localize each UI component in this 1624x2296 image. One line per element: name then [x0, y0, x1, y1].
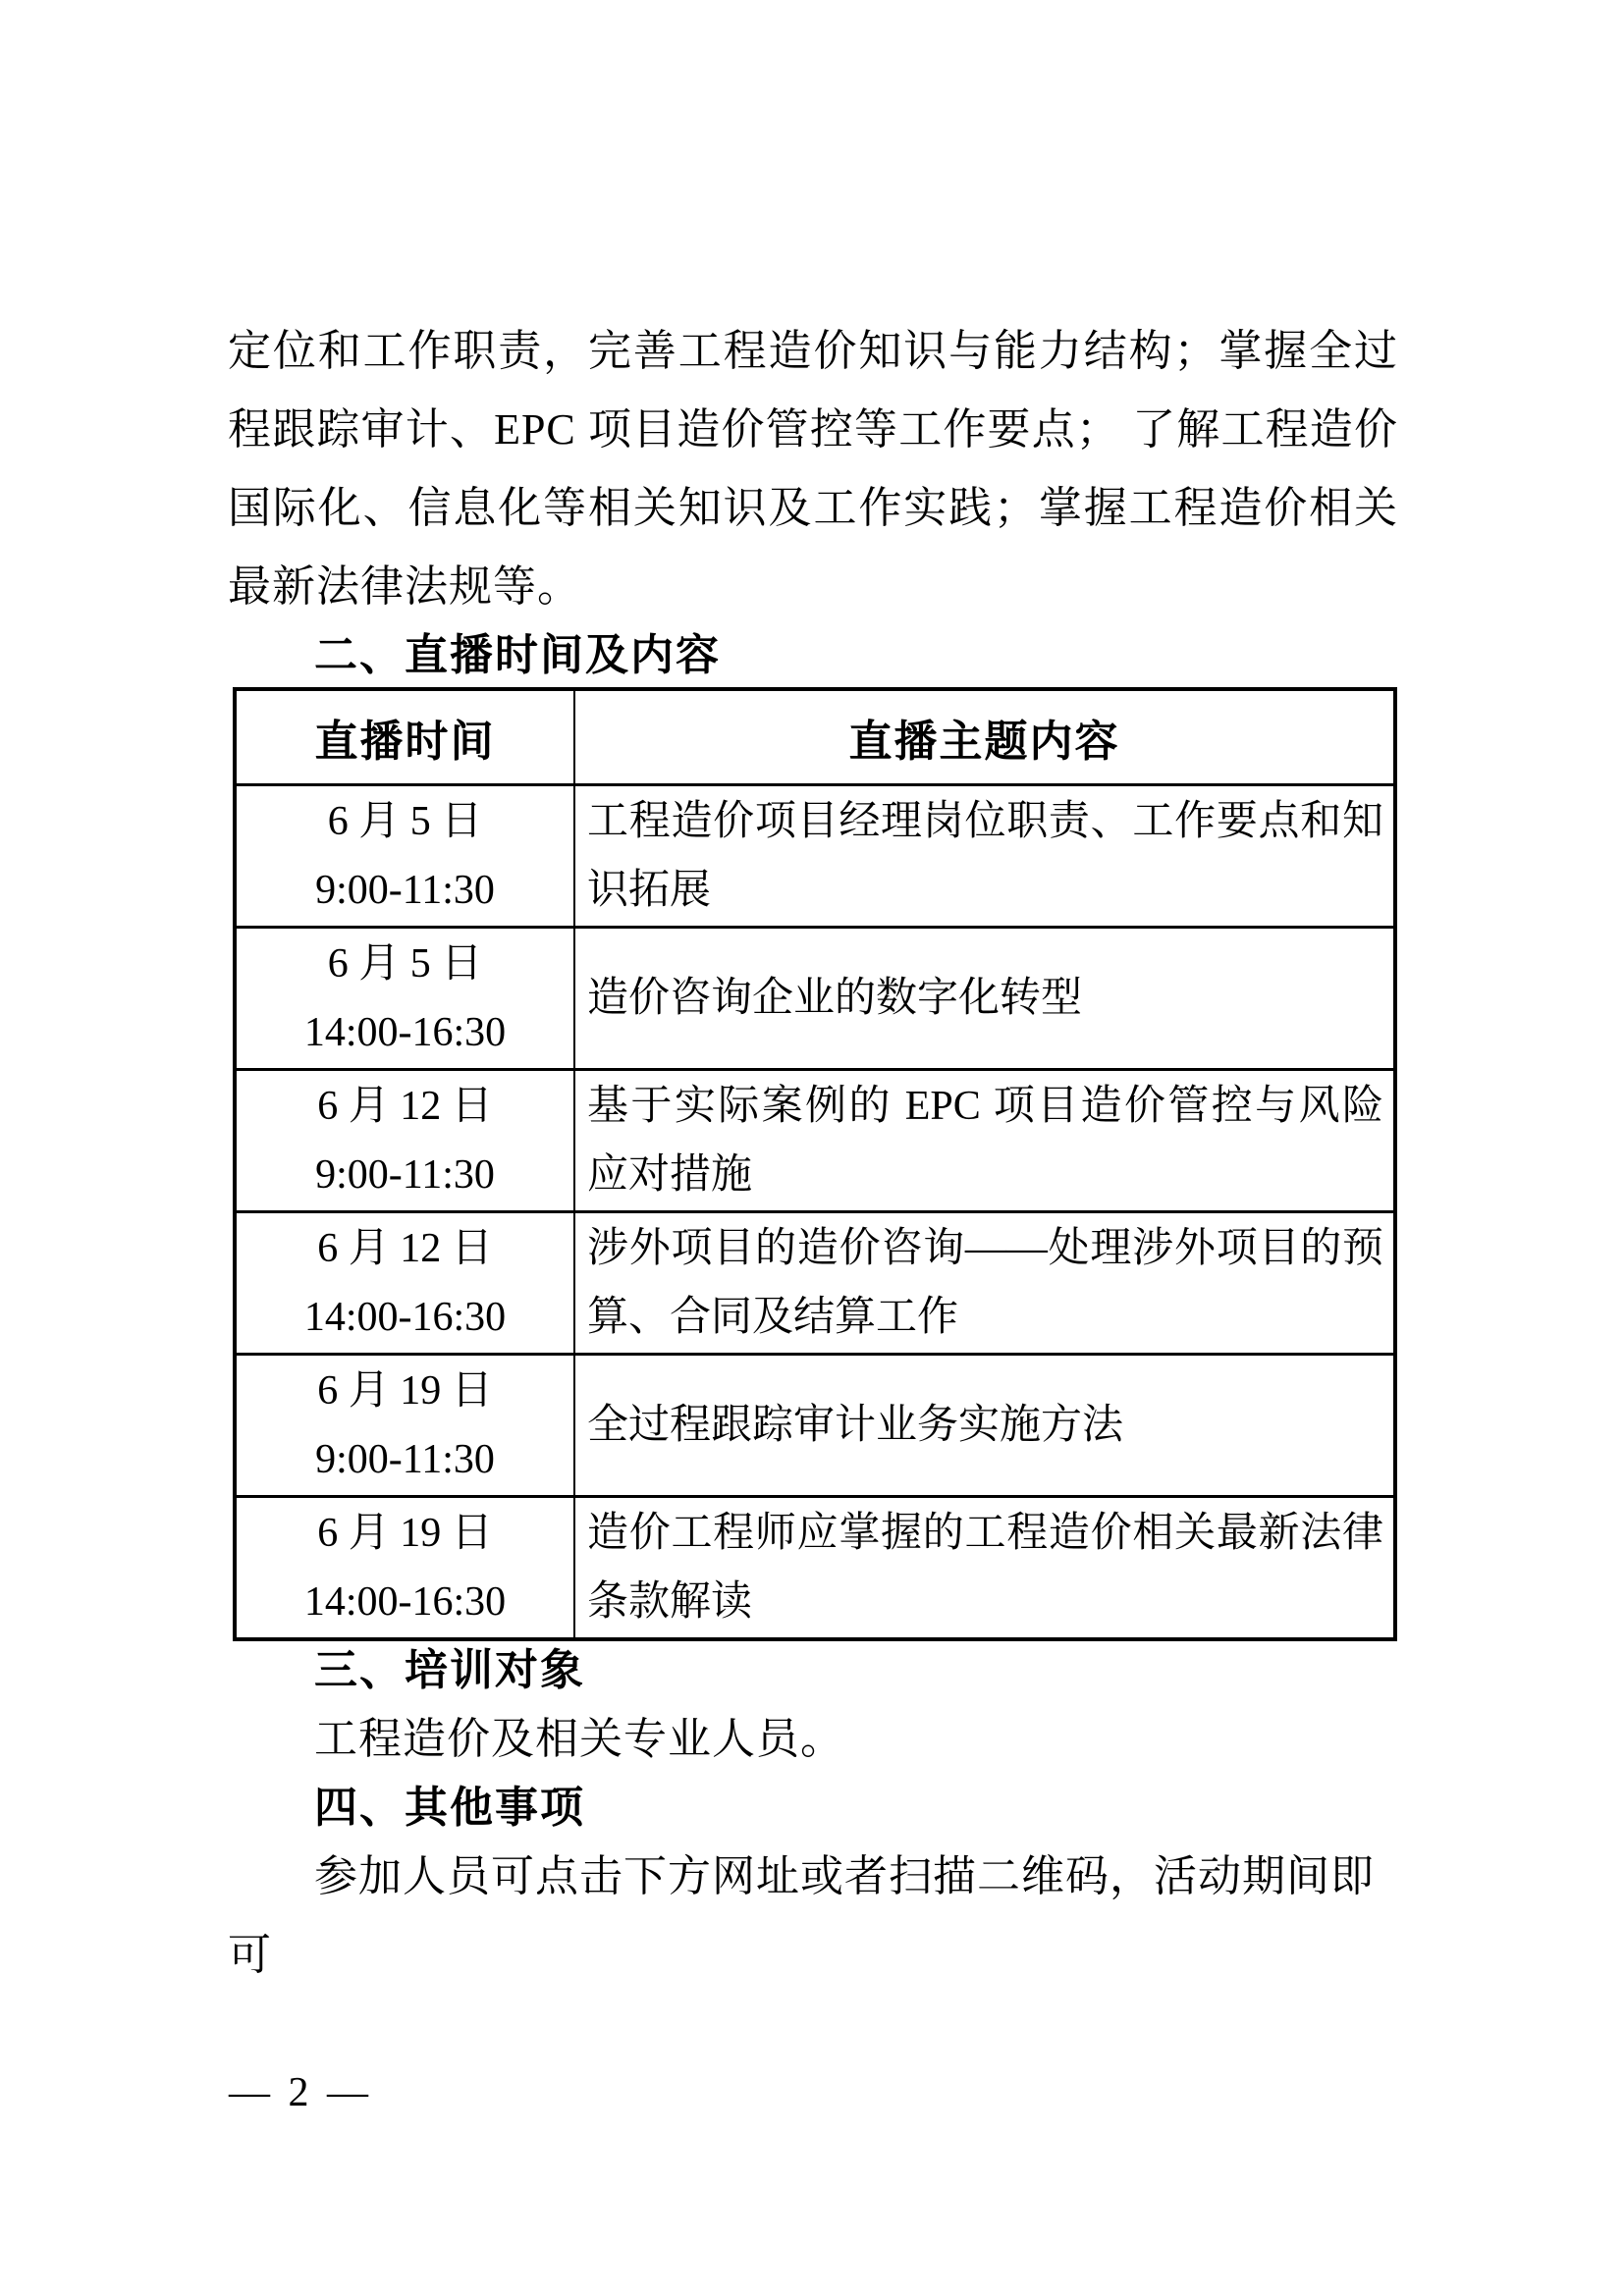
intro-paragraph: 定位和工作职责，完善工程造价知识与能力结构；掌握全过程跟踪审计、EPC 项目造价管控等工作要点； 了解工程造价国际化、信息化等相关知识及工作实践；掌握工程造价相关最新法律法规等。	[228, 327, 1398, 611]
table-row	[235, 928, 1395, 1070]
date-text: 6 月 5 日	[327, 941, 483, 987]
time-text: 9:00-11:30	[315, 868, 495, 913]
time-text: 9:00-11:30	[315, 1152, 495, 1198]
section3-heading: 三、培训对象	[314, 1646, 585, 1694]
topic-cell: 造价工程师应掌握的工程造价相关最新法律条款解读	[574, 1497, 1395, 1640]
time-text: 14:00-16:30	[303, 1010, 507, 1055]
date-text: 6 月 19 日	[317, 1511, 493, 1556]
table-row	[235, 1497, 1395, 1640]
page-number: — 2 —	[229, 2070, 372, 2115]
table-row	[235, 1070, 1395, 1212]
topic-cell: 工程造价项目经理岗位职责、工作要点和知识拓展	[574, 785, 1395, 928]
time-cell	[235, 928, 574, 1070]
date-text: 6 月 5 日	[327, 799, 483, 844]
section3-paragraph: 工程造价及相关专业人员。	[314, 1715, 844, 1763]
topic-cell: 基于实际案例的 EPC 项目造价管控与风险应对措施	[574, 1070, 1395, 1212]
table-header-time: 直播时间	[235, 689, 574, 785]
time-text: 14:00-16:30	[303, 1579, 507, 1625]
time-text: 9:00-11:30	[315, 1437, 495, 1482]
time-cell	[235, 1355, 574, 1497]
time-cell	[235, 785, 574, 928]
table-row	[235, 785, 1395, 928]
section4-paragraph: 参加人员可点击下方网址或者扫描二维码，活动期间即可	[228, 1852, 1375, 1979]
table-row	[235, 1212, 1395, 1355]
section4-heading: 四、其他事项	[314, 1784, 585, 1832]
time-cell	[235, 1070, 574, 1212]
table-row	[235, 1355, 1395, 1497]
table-header-topic: 直播主题内容	[574, 689, 1395, 785]
time-cell	[235, 1497, 574, 1640]
date-text: 6 月 12 日	[317, 1226, 493, 1271]
table-header-row	[235, 689, 1395, 785]
document-content	[228, 312, 1398, 1995]
time-text: 14:00-16:30	[303, 1295, 507, 1340]
topic-cell: 造价咨询企业的数字化转型	[574, 928, 1395, 1070]
topic-cell: 全过程跟踪审计业务实施方法	[574, 1355, 1395, 1497]
section2-heading: 二、直播时间及内容	[314, 631, 721, 679]
date-text: 6 月 12 日	[317, 1084, 493, 1129]
topic-cell: 涉外项目的造价咨询——处理涉外项目的预算、合同及结算工作	[574, 1212, 1395, 1355]
schedule-table	[233, 687, 1397, 1641]
time-cell	[235, 1212, 574, 1355]
date-text: 6 月 19 日	[317, 1368, 493, 1414]
